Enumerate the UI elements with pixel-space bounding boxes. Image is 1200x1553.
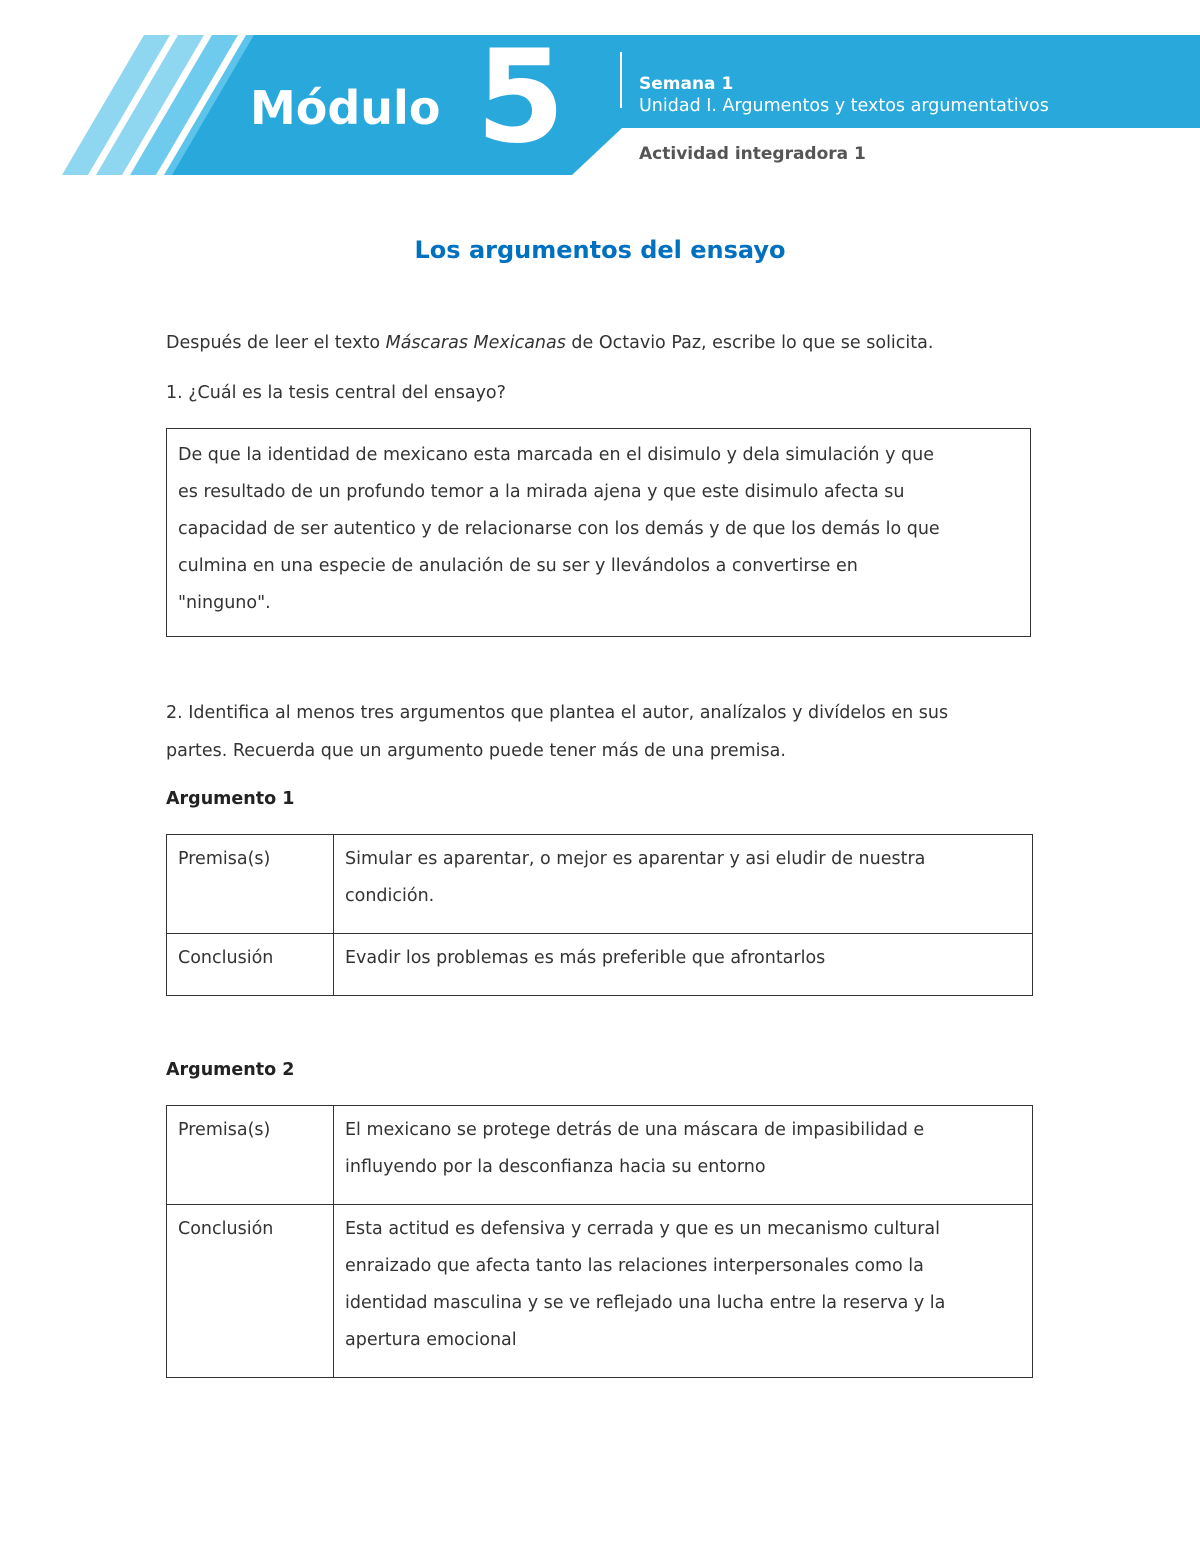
- question-1: 1. ¿Cuál es la tesis central del ensayo?: [166, 383, 506, 403]
- module-banner: [0, 0, 1200, 180]
- module-number: 5: [476, 23, 566, 172]
- page-title: Los argumentos del ensayo: [414, 236, 786, 264]
- activity-label: Actividad integradora 1: [639, 144, 866, 164]
- conclusion-label: Conclusión: [167, 934, 334, 996]
- answer-1-line: es resultado de un profundo temor a la mirada ajena y que este disimulo afecta su: [178, 482, 905, 502]
- conclusion-line: Esta actitud es defensiva y cerrada y que es un mecanismo cultural: [345, 1219, 940, 1239]
- conclusion-row: [167, 1205, 1033, 1378]
- argument-1-heading: Argumento 1: [166, 789, 295, 809]
- conclusion-cell: [334, 934, 1033, 996]
- intro-suffix: de Octavio Paz, escribe lo que se solicita.: [565, 333, 934, 353]
- banner-divider: [620, 52, 622, 108]
- conclusion-label: Conclusión: [167, 1205, 334, 1378]
- conclusion-line: apertura emocional: [345, 1330, 517, 1350]
- module-label: Módulo: [250, 81, 441, 135]
- book-title: Máscaras Mexicanas: [385, 333, 566, 353]
- argument-1-table: [166, 834, 1033, 996]
- banner-graphic: [0, 0, 1200, 180]
- conclusion-cell: [334, 1205, 1033, 1378]
- answer-1-line: De que la identidad de mexicano esta marcada en el disimulo y dela simulación y que: [178, 445, 934, 465]
- answer-1-line: culmina en una especie de anulación de su ser y llevándolos a convertirse en: [178, 556, 858, 576]
- premise-line: influyendo por la desconfianza hacia su entorno: [345, 1157, 766, 1177]
- premise-line: condición.: [345, 886, 435, 906]
- intro-prefix: Después de leer el texto: [166, 333, 386, 353]
- conclusion-line: enraizado que afecta tanto las relaciones interpersonales como la: [345, 1256, 924, 1276]
- premise-row: [167, 1106, 1033, 1205]
- premise-line: Simular es aparentar, o mejor es aparentar y asi eludir de nuestra: [345, 849, 926, 869]
- question-2-line-2: partes. Recuerda que un argumento puede tener más de una premisa.: [166, 741, 786, 761]
- intro-paragraph: [166, 324, 933, 362]
- answer-1-line: "ninguno".: [178, 593, 271, 613]
- premise-row: [167, 835, 1033, 934]
- premise-line: El mexicano se protege detrás de una máscara de impasibilidad e: [345, 1120, 925, 1140]
- argument-2-heading: Argumento 2: [166, 1060, 295, 1080]
- premise-cell: [334, 835, 1033, 934]
- conclusion-line: identidad masculina y se ve reflejado una lucha entre la reserva y la: [345, 1293, 946, 1313]
- question-2-line-1: 2. Identifica al menos tres argumentos que plantea el autor, analízalos y divídelos en sus: [166, 703, 949, 723]
- answer-1-box: [166, 428, 1031, 637]
- unit-label: Unidad I. Argumentos y textos argumentativos: [639, 96, 1049, 116]
- premise-cell: [334, 1106, 1033, 1205]
- conclusion-line: Evadir los problemas es más preferible que afrontarlos: [345, 948, 826, 968]
- answer-1-line: capacidad de ser autentico y de relacionarse con los demás y de que los demás lo que: [178, 519, 940, 539]
- conclusion-row: [167, 934, 1033, 996]
- argument-2-table: [166, 1105, 1033, 1378]
- premise-label: Premisa(s): [167, 835, 334, 934]
- week-label: Semana 1: [639, 74, 734, 94]
- premise-label: Premisa(s): [167, 1106, 334, 1205]
